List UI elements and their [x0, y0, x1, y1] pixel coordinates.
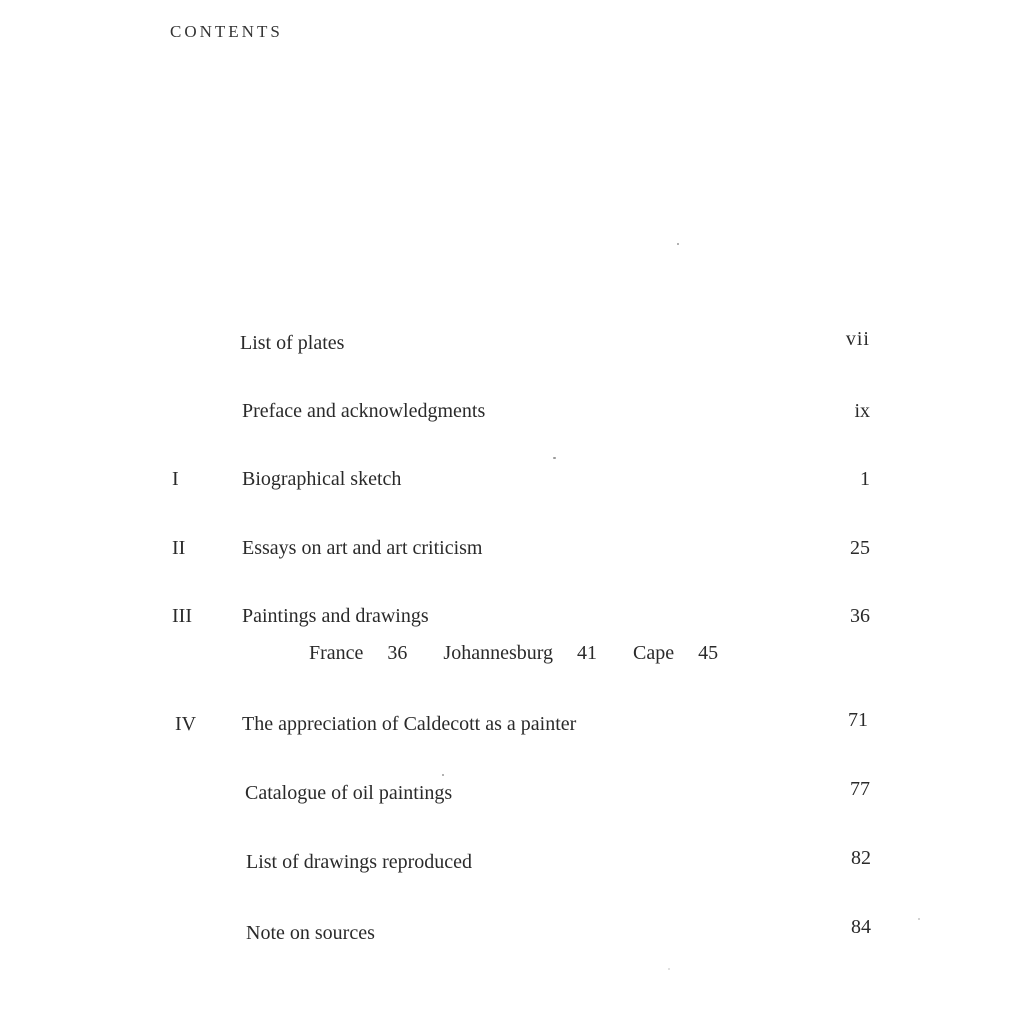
toc-entry-list-of-plates [0, 328, 1024, 362]
toc-entry-appreciation [0, 709, 1024, 743]
toc-entry-title: Note on sources [246, 922, 375, 944]
toc-entry-title: List of drawings reproduced [246, 851, 473, 873]
toc-entry-page: 77 [850, 778, 870, 800]
toc-entry-essays [0, 537, 1024, 567]
toc-entry-catalogue [0, 778, 1024, 812]
scan-speck [668, 968, 670, 970]
toc-entry-title: The appreciation of Caldecott as a painter [242, 713, 577, 735]
toc-entry-note-on-sources [0, 916, 1024, 952]
toc-subentry-page: 41 [577, 642, 598, 664]
toc-entry-preface [0, 400, 1024, 430]
toc-subentry-page: 36 [387, 642, 408, 664]
toc-entry-list-of-drawings [0, 847, 1024, 881]
toc-subentry-title: Johannesburg [443, 642, 554, 664]
scan-speck [677, 243, 679, 245]
scan-speck [442, 774, 444, 776]
toc-entry-page: 1 [860, 468, 870, 490]
toc-entry-number: II [172, 537, 186, 559]
toc-entry-page: 82 [851, 847, 871, 869]
page-title: CONTENTS [170, 22, 283, 41]
toc-entry-number: III [172, 605, 192, 627]
toc-entry-page: 71 [848, 709, 868, 731]
toc-entry-page: 84 [851, 916, 871, 938]
scan-speck [918, 918, 920, 920]
toc-entry-title: Biographical sketch [242, 468, 402, 490]
toc-entry-title: Preface and acknowledgments [242, 400, 486, 422]
toc-entry-title: Paintings and drawings [242, 605, 429, 627]
toc-subentry-title: Cape [633, 642, 675, 664]
toc-entry-page: 36 [850, 605, 870, 627]
toc-entry-title: Catalogue of oil paintings [245, 782, 453, 804]
toc-entry-page: 25 [850, 537, 870, 559]
toc-entry-title: Essays on art and art criticism [242, 537, 483, 559]
toc-entry-page: vii [845, 328, 870, 350]
toc-entry-title: List of plates [240, 332, 345, 354]
toc-subentries [309, 642, 718, 665]
toc-entry-page: ix [854, 400, 870, 422]
toc-entry-biographical-sketch [0, 468, 1024, 498]
toc-entry-paintings-and-drawings [0, 605, 1024, 635]
scan-speck [553, 457, 556, 459]
toc-subentry-title: France [309, 642, 364, 664]
toc-entry-number: IV [175, 713, 197, 735]
toc-entry-number: I [172, 468, 179, 490]
toc-subentry-page: 45 [698, 642, 719, 664]
